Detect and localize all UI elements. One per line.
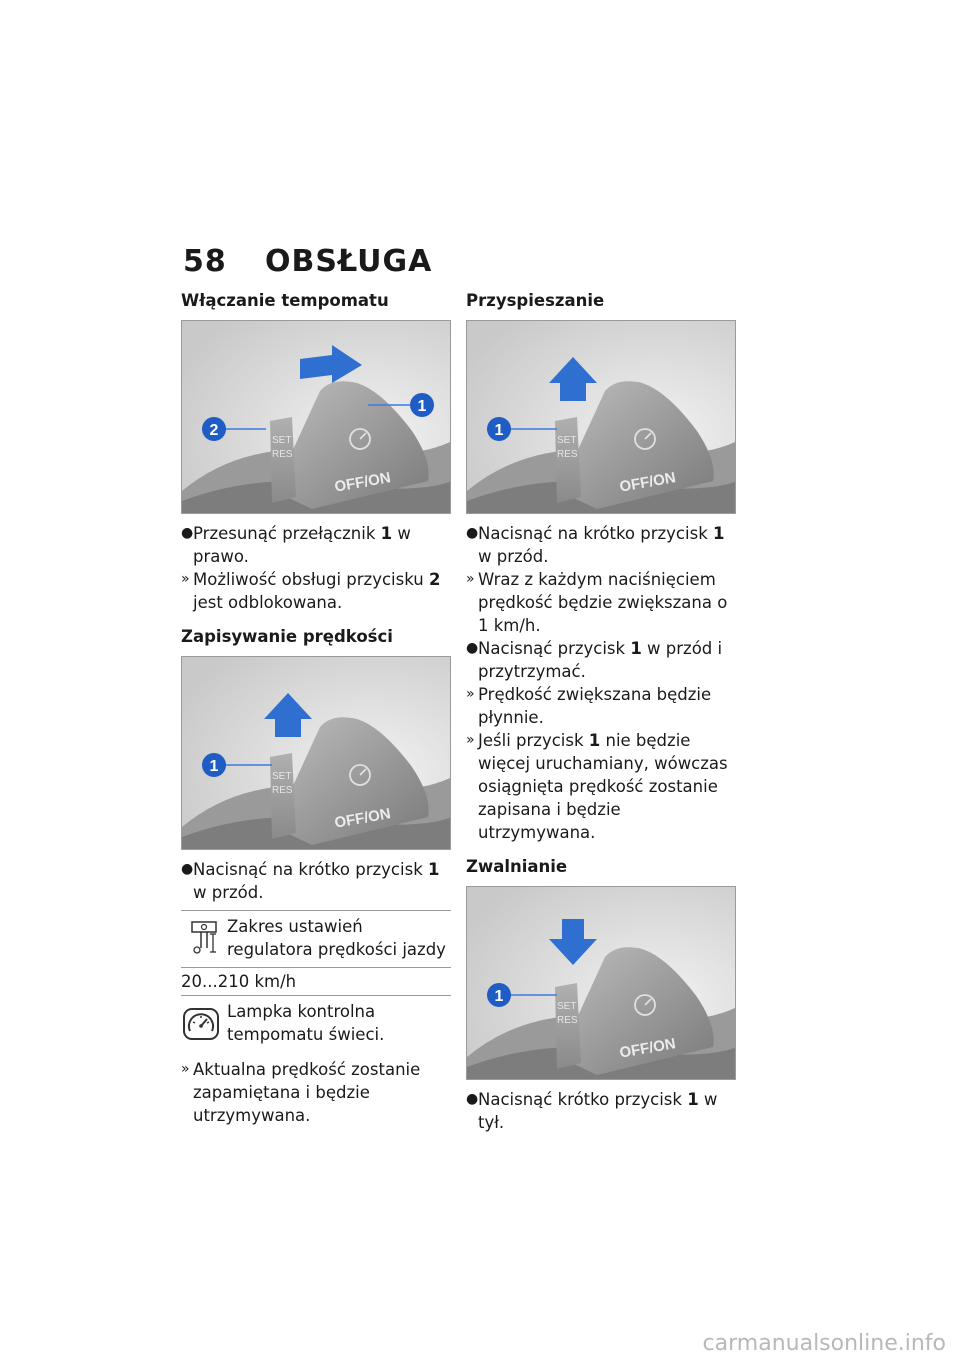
list-item: ● Nacisnąć przycisk 1 w przód i przytrzymać. [466, 639, 723, 681]
svg-text:1: 1 [417, 398, 427, 415]
heading-cruise-on: Włączanie tempomatu [181, 291, 389, 310]
list-item: ● Nacisnąć krótko przycisk 1 w tył. [466, 1090, 718, 1132]
page-header [183, 244, 432, 279]
bullet-icon: ● [466, 525, 479, 541]
result-marker-icon: » [466, 686, 475, 702]
bullet-icon: ● [466, 1091, 479, 1107]
svg-text:SET: SET [272, 435, 292, 446]
figure-cruise-switch [181, 320, 451, 514]
figure-accelerate [466, 320, 736, 514]
right-column [466, 290, 736, 1134]
page-number: 58 [183, 244, 227, 279]
list-item: » Aktualna prędkość zostanie zapamiętana i będzie utrzymywana. [181, 1060, 421, 1125]
list-item: » Jeśli przycisk 1 nie będzie więcej uruchamiany, wówczas osiągnięta prędkość zostanie zapisana i będzie utrzymywana. [466, 731, 728, 842]
bullet-icon: ● [181, 525, 194, 541]
speed-range-title: Zakres ustawień regulatora prędkości jazdy [227, 917, 446, 959]
speed-range-header [181, 910, 451, 968]
svg-text:OFF/ON: OFF/ON [333, 469, 392, 496]
result-marker-icon: » [181, 571, 190, 587]
svg-text:RES: RES [272, 785, 293, 796]
list-item: ● Nacisnąć na krótko przycisk 1 w przód. [466, 524, 725, 566]
list-cruise-on [181, 522, 451, 614]
speed-range-table [181, 910, 451, 996]
speed-range-value: 20...210 km/h [181, 972, 297, 991]
indicator-lamp-text: Lampka kontrolna tempomatu świeci. [227, 1002, 385, 1044]
svg-text:2: 2 [209, 422, 219, 439]
list-store-speed [181, 858, 451, 904]
svg-text:RES: RES [557, 449, 578, 460]
figure-store-speed [181, 656, 451, 850]
result-marker-icon: » [466, 732, 475, 748]
list-store-speed-result [181, 1058, 451, 1127]
figure-decelerate [466, 886, 736, 1080]
result-marker-icon: » [181, 1061, 190, 1077]
list-item: ● Nacisnąć na krótko przycisk 1 w przód. [181, 860, 440, 902]
list-item: » Wraz z każdym naciśnięciem prędkość będzie zwiększana o 1 km/h. [466, 570, 728, 635]
result-marker-icon: » [466, 571, 475, 587]
speed-range-icon [181, 915, 227, 961]
svg-text:1: 1 [494, 422, 504, 439]
heading-accelerate: Przyspieszanie [466, 291, 605, 310]
svg-text:OFF/ON: OFF/ON [618, 1035, 677, 1062]
cruise-lamp-icon [181, 1004, 225, 1048]
svg-text:RES: RES [557, 1015, 578, 1026]
list-accelerate [466, 522, 736, 844]
svg-text:OFF/ON: OFF/ON [618, 469, 677, 496]
list-item: ● Przesunąć przełącznik 1 w prawo. [181, 524, 411, 566]
heading-store-speed: Zapisywanie prędkości [181, 627, 393, 646]
list-item: » Prędkość zwiększana będzie płynnie. [466, 685, 712, 727]
svg-text:SET: SET [272, 771, 292, 782]
list-decelerate [466, 1088, 736, 1134]
svg-text:1: 1 [494, 988, 504, 1005]
svg-text:SET: SET [557, 435, 577, 446]
left-column [181, 290, 451, 1127]
list-item: » Możliwość obsługi przycisku 2 jest odblokowana. [181, 570, 441, 612]
svg-text:1: 1 [209, 758, 219, 775]
heading-decelerate: Zwalnianie [466, 857, 568, 876]
chapter-title: OBSŁUGA [265, 244, 433, 279]
svg-text:SET: SET [557, 1001, 577, 1012]
svg-text:OFF/ON: OFF/ON [333, 805, 392, 832]
bullet-icon: ● [181, 861, 194, 877]
bullet-icon: ● [466, 640, 479, 656]
svg-text:RES: RES [272, 449, 293, 460]
indicator-lamp-note [181, 1000, 451, 1048]
watermark-footer: carmanualsonline.info [702, 1331, 946, 1356]
